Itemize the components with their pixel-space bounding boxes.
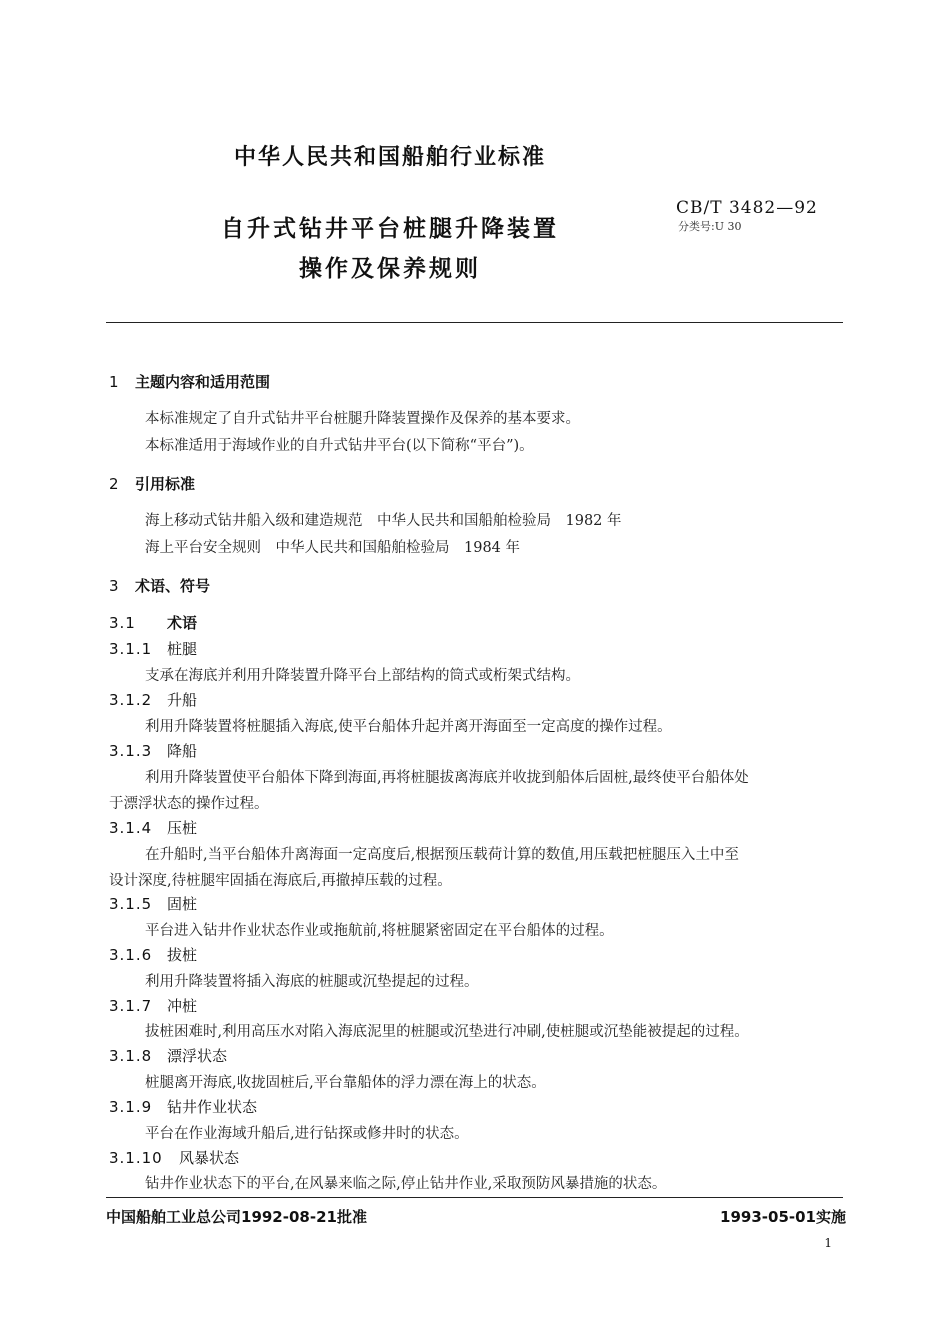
subsection-3-1-heading [109,612,197,633]
term-3-1-8-heading [109,1045,227,1066]
term-3-1-7-definition: 拔桩困难时,利用高压水对陷入海底泥里的桩腿或沉垫进行冲刷,使桩腿或沉垫能被提起的过程。 [145,1024,749,1040]
term-title: 冲桩 [167,997,198,1015]
section-number: 2 [109,475,119,493]
term-3-1-10-definition: 钻井作业状态下的平台,在风暴来临之际,停止钻井作业,采取预防风暴措施的状态。 [145,1176,667,1192]
document-title-line1: 自升式钻井平台桩腿升降装置 [221,216,559,242]
header-divider [106,322,843,323]
term-number: 3.1.8 [109,1047,153,1065]
subsection-title: 术语 [167,614,198,632]
section-1-heading [109,371,270,392]
term-3-1-2-heading [109,689,197,710]
term-title: 固桩 [167,895,198,913]
term-title: 压桩 [167,819,198,837]
term-number: 3.1.5 [109,895,153,913]
term-number: 3.1.6 [109,946,153,964]
page-number: 1 [824,1236,832,1250]
term-3-1-10-heading [109,1147,239,1168]
term-3-1-4-definition-line2: 设计深度,待桩腿牢固插在海底后,再撤掉压载的过程。 [109,873,452,889]
subsection-number: 3.1 [109,614,136,632]
term-title: 漂浮状态 [167,1047,228,1065]
term-3-1-8-definition: 桩腿离开海底,收拢固桩后,平台靠船体的浮力漂在海上的状态。 [145,1075,546,1091]
classification-number: 分类号:U 30 [678,220,742,233]
term-title: 升船 [167,691,198,709]
footer-divider [106,1197,843,1198]
term-3-1-3-definition-line1: 利用升降装置使平台船体下降到海面,再将桩腿拔离海底并收拢到船体后固桩,最终使平台船体处 [145,770,749,786]
implementation-date: 1993-05-01实施 [720,1208,846,1226]
section-1-paragraph-1: 本标准规定了自升式钻井平台桩腿升降装置操作及保养的基本要求。 [145,411,580,427]
term-3-1-5-definition: 平台进入钻井作业状态作业或拖航前,将桩腿紧密固定在平台船体的过程。 [145,923,614,939]
section-number: 3 [109,577,119,595]
term-3-1-1-definition: 支承在海底并利用升降装置升降平台上部结构的筒式或桁架式结构。 [145,668,580,684]
term-number: 3.1.3 [109,742,153,760]
section-number: 1 [109,373,119,391]
term-3-1-4-definition-line1: 在升船时,当平台船体升离海面一定高度后,根据预压载荷计算的数值,用压载把桩腿压入土中至 [145,847,739,863]
term-number: 3.1.10 [109,1149,163,1167]
document-title-line2: 操作及保养规则 [299,256,481,282]
section-title: 引用标准 [135,475,196,493]
term-number: 3.1.7 [109,997,153,1015]
term-number: 3.1.9 [109,1098,153,1116]
issuing-body-title: 中华人民共和国船舶行业标准 [233,145,546,170]
approval-line: 中国船舶工业总公司1992-08-21批准 [106,1208,367,1226]
term-3-1-3-heading [109,740,197,761]
term-3-1-6-heading [109,944,197,965]
section-title: 主题内容和适用范围 [135,373,271,391]
section-2-heading [109,473,195,494]
term-3-1-9-heading [109,1096,257,1117]
reference-standard-2: 海上平台安全规则 中华人民共和国船舶检验局 1984 年 [145,540,521,556]
term-3-1-3-definition-line2: 于漂浮状态的操作过程。 [109,796,269,812]
term-title: 桩腿 [167,640,198,658]
term-3-1-6-definition: 利用升降装置将插入海底的桩腿或沉垫提起的过程。 [145,974,479,990]
term-3-1-1-heading [109,638,197,659]
term-title: 钻井作业状态 [167,1098,258,1116]
term-3-1-9-definition: 平台在作业海域升船后,进行钻探或修井时的状态。 [145,1126,469,1142]
section-3-heading [109,575,210,596]
reference-standard-1: 海上移动式钻井船入级和建造规范 中华人民共和国船舶检验局 1982 年 [145,513,622,529]
term-title: 风暴状态 [179,1149,240,1167]
section-1-paragraph-2: 本标准适用于海域作业的自升式钻井平台(以下简称“平台”)。 [145,438,534,454]
term-title: 降船 [167,742,198,760]
term-3-1-7-heading [109,995,197,1016]
term-3-1-5-heading [109,893,197,914]
term-number: 3.1.2 [109,691,153,709]
term-3-1-4-heading [109,817,197,838]
standard-code: CB/T 3482—92 [676,198,818,218]
term-3-1-2-definition: 利用升降装置将桩腿插入海底,使平台船体升起并离开海面至一定高度的操作过程。 [145,719,672,735]
section-title: 术语、符号 [135,577,211,595]
term-title: 拔桩 [167,946,198,964]
term-number: 3.1.4 [109,819,153,837]
term-number: 3.1.1 [109,640,153,658]
